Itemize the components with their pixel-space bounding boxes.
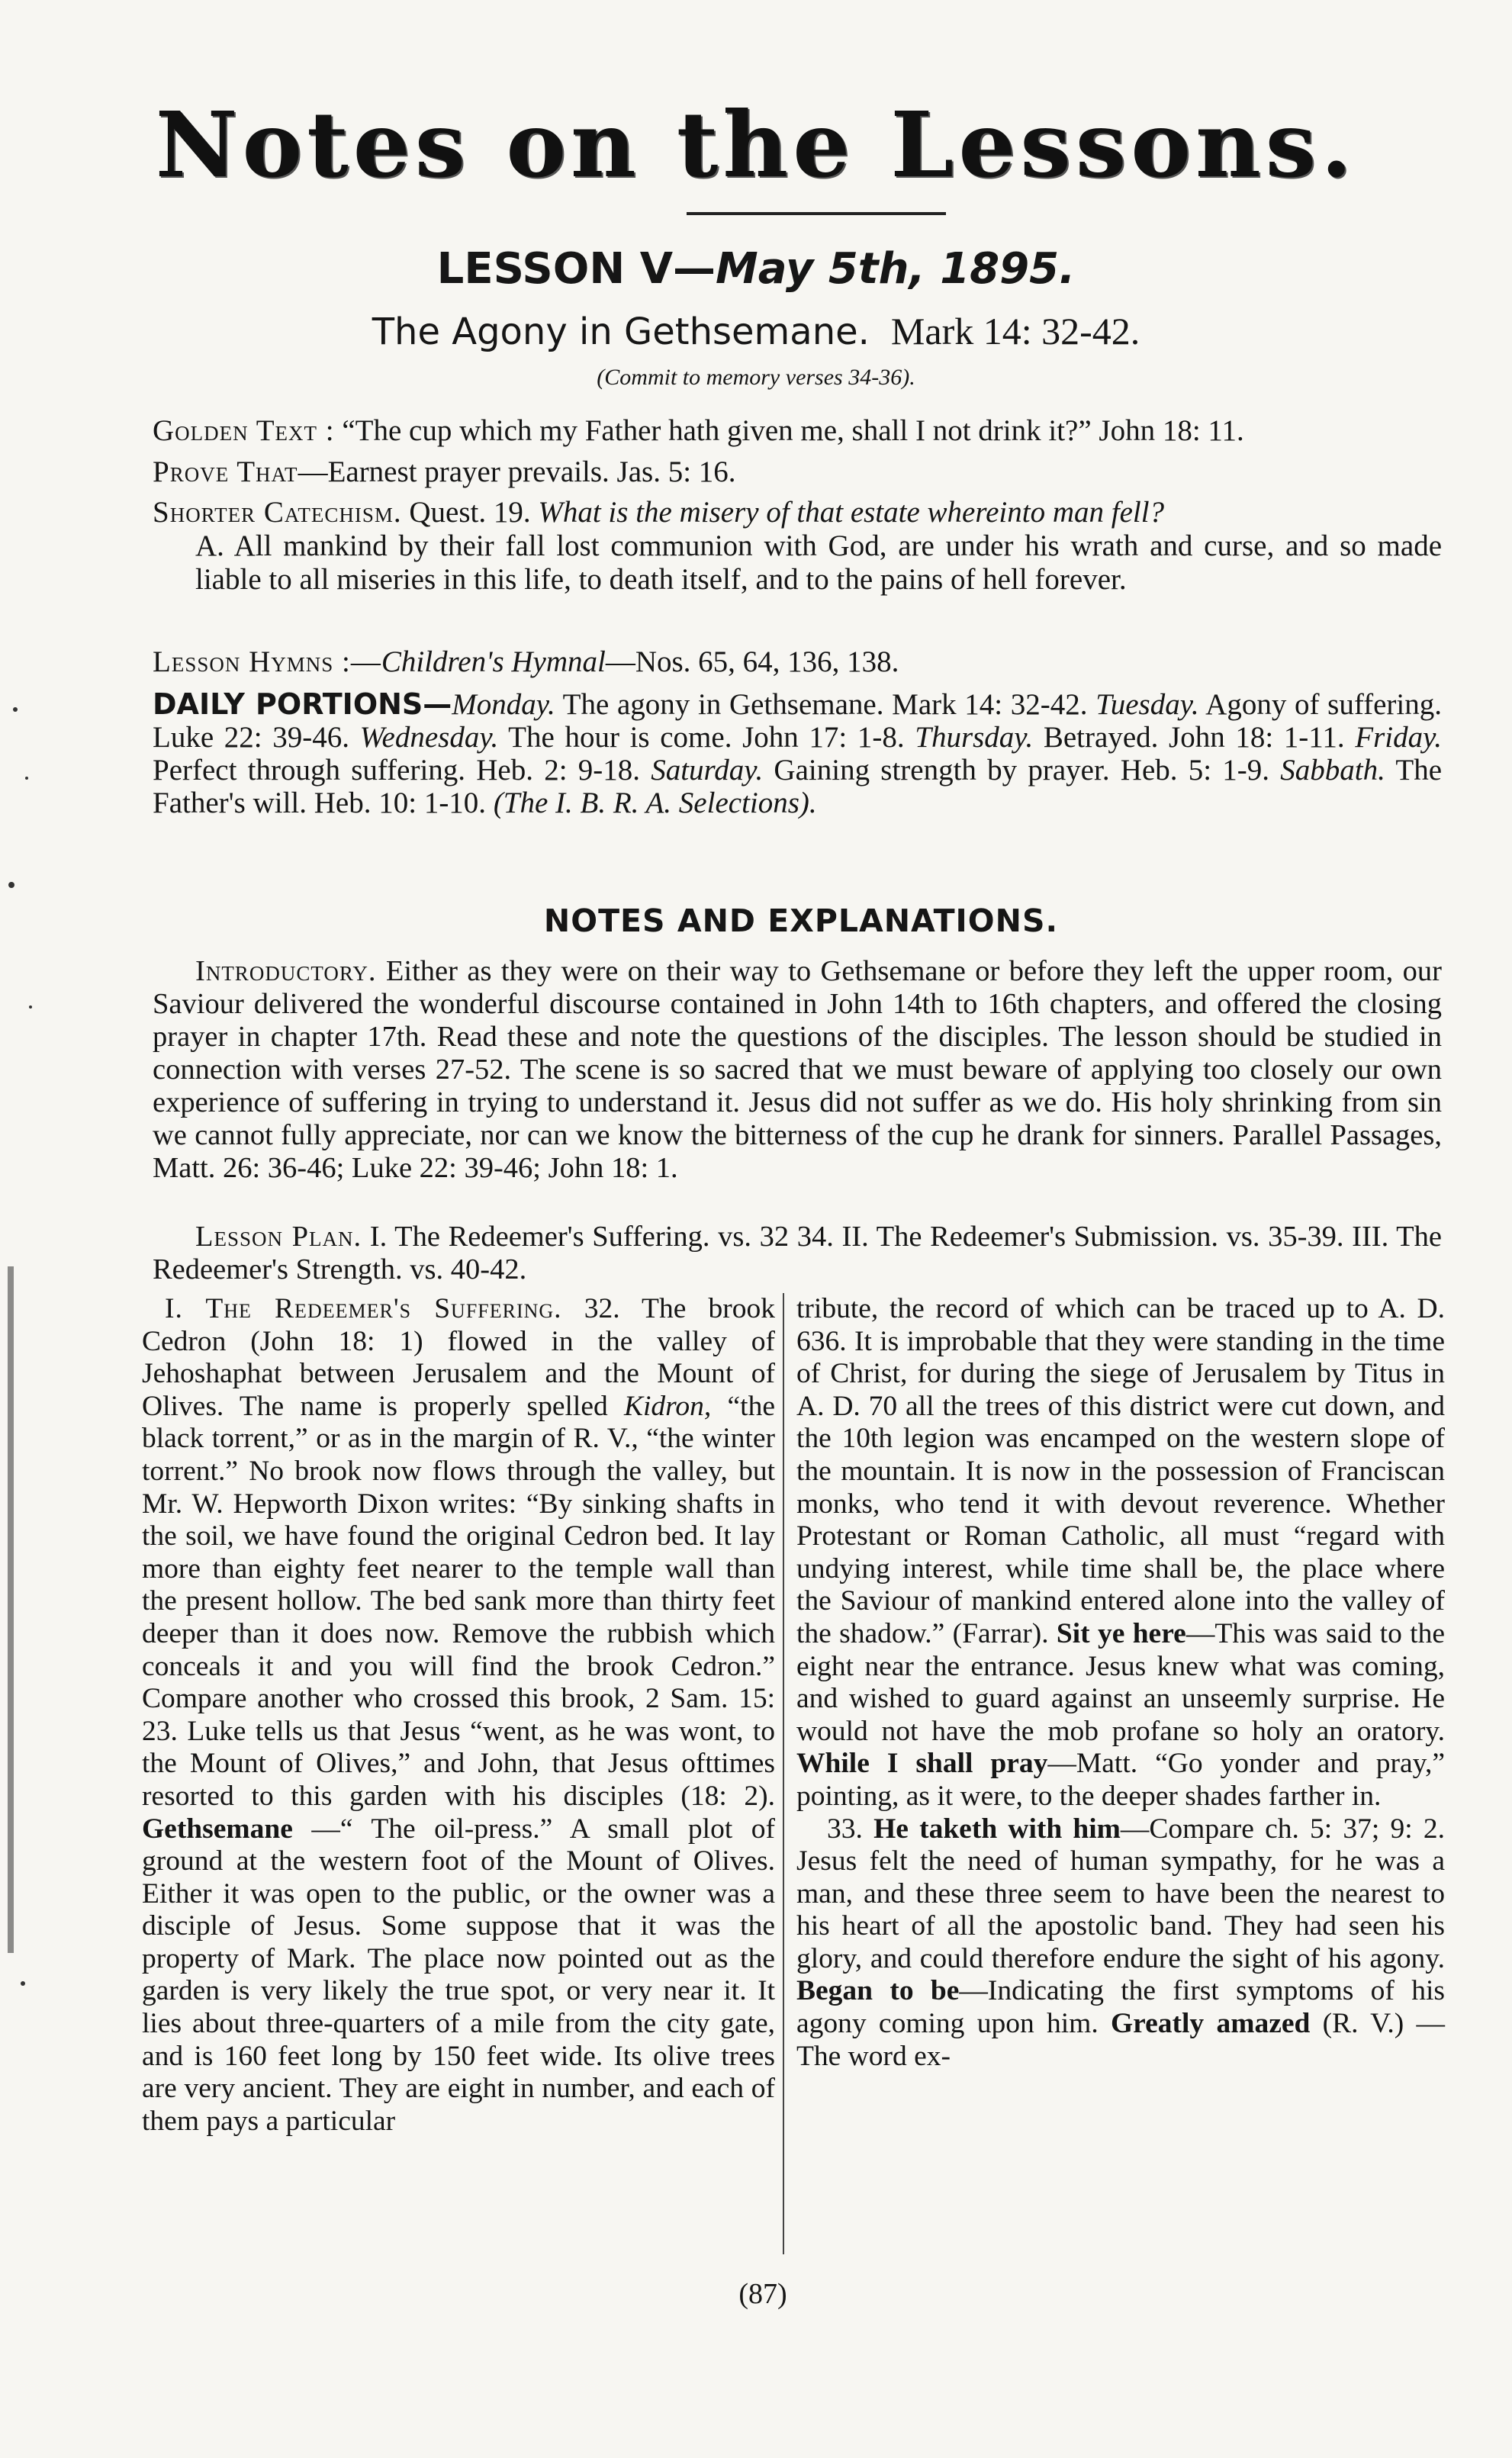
section-heading: I. The Redeemer's Suffering. [165,1293,562,1324]
hymns-book: Children's Hymnal [381,645,606,678]
title-rule [687,212,946,215]
daily-portion: The Father's will. Heb. 10: 1-10. [153,754,1443,819]
daily-day: Sabbath. [1280,754,1385,787]
catechism-label: Shorter Catechism. [153,496,402,529]
gethsemane-term: Gethsemane [142,1813,293,1845]
right-column-text: tribute, the record of which can be traced up to A. D. 636. It is improbable that they were standing in the time of Christ, for during the siege of Jerusalem by Titus in A. D. 70 all the trees of this district were cut down, and the 10th legion was encamped on the western slope of the mountain. It is now in the possession of Franciscan monks, who tend it with devout reverence. Whether Protestant or Roman Catholic, all must “regard with undying interest, while time shall be, the place where the Saviour of mankind entered alone into the valley of the shadow.” (Farrar). [796,1293,1445,1649]
prove-that-label: Prove That [153,455,298,488]
lesson-date: May 5th, 1895. [716,244,1076,294]
right-column [796,1293,1445,2073]
lesson-dash: — [673,244,716,294]
daily-portion: Agony of suffering. Luke 22: 39-46. [153,688,1442,754]
daily-day: Wednesday. [359,721,499,754]
lesson-plan [153,1221,1442,1286]
lesson-scripture-ref: Mark 14: 32-42. [890,310,1140,352]
introductory-text: Either as they were on their way to Gethsemane or before they left the upper room, our Saviour delivered the wonderful discourse contained in John 14th to 16th chapters, and offered the closing prayer in chapter 17th. Read these and note the questions of the disciples. The lesson should be studied in connection with verses 27-52. The scene is so sacred that we must beware of applying too closely our own experience of suffering in trying to understand it. Jesus did not suffer as we do. His holy shrinking from sin we cannot fully appreciate, nor can we know the bitterness of the cup he drank for sinners. Parallel Passages, Matt. 26: 36-46; Luke 22: 39-46; John 18: 1. [153,955,1442,1184]
daily-portion: Betrayed. John 18: 1-11. [1033,721,1356,754]
right-column-text-3: —Matt. “Go yonder and pray,” pointing, as it were, to the deeper shades farther in. [796,1748,1446,1812]
lesson-title [0,309,1512,353]
daily-portion: The hour is come. John 17: 1-8. [498,721,915,754]
catechism [153,496,1442,529]
daily-source: (The I. B. R. A. Selections). [493,787,817,819]
kidron-term: Kidron, [624,1390,712,1422]
left-column-text-2: “the black torrent,” or as in the margin of R. V., “the winter torrent.” No brook now flows through the valley, but Mr. W. Hepworth Dixon writes: “By sinking shafts in the soil, we have found the original Cedron bed. It lay more than eighty feet nearer to the temple wall than the present hollow. The bed sank more than thirty feet deeper than it does now. Remove the rubbish which conceals it and you will find the brook Cedron.” Compare another who crossed this brook, 2 Sam. 15: 23. Luke tells us that Jesus “went, as he was wont, to the Mount of Olives,” and John, that Jesus ofttimes resorted to this garden with his disciples (18: 2). [142,1390,775,1812]
page-number: (87) [738,2278,787,2310]
memory-verses: (Commit to memory verses 34-36). [597,365,915,390]
daily-day: Friday. [1355,721,1442,754]
introductory-label: Introductory. [195,955,377,987]
prove-that-body: —Earnest prayer prevails. Jas. 5: 16. [298,455,736,488]
daily-portion: Gaining strength by prayer. Heb. 5: 1-9. [763,754,1281,787]
left-column-text: 32. The brook Cedron (John 18: 1) flowed in the valley of Jehoshaphat between Jerusalem and the Mount of Olives. The name is properly spelled [142,1293,775,1422]
lesson-title-text: The Agony in Gethsemane. [372,310,870,353]
golden-text-label: Golden Text : [153,414,335,447]
notes-heading: NOTES AND EXPLANATIONS. [543,902,1059,939]
catechism-question: What is the misery of that estate whereinto man fell? [538,496,1165,529]
lesson-number: LESSON V [436,244,674,294]
hymns-numbers: —Nos. 65, 64, 136, 138. [605,645,899,678]
daily-day: Monday. [452,688,555,721]
prove-that [153,455,1442,489]
began-to-be-term: Began to be [796,1975,960,2007]
lesson-heading [0,244,1512,294]
right-column-text-5: —Indicating the first symptoms of his agony coming upon him. [796,1975,1445,2040]
golden-text [153,414,1442,448]
daily-portion: Perfect through suffering. Heb. 2: 9-18. [153,754,651,787]
daily-day: Thursday. [915,721,1034,754]
column-divider [783,1293,784,2254]
while-i-pray-term: While I shall pray [796,1748,1048,1780]
right-column-text-2: —This was said to the eight near the entrance. Jesus knew what was coming, and wished to guard against an unseemly surprise. He would not have the mob profane so holy an oratory. [796,1617,1445,1747]
left-column-text-3: —“ The oil-press.” A small plot of ground at the western foot of the Mount of Olives. Either it was open to the public, or the owner was a disciple of Jesus. Some suppose that it was the property of Mark. The place now pointed out as the garden is very likely the true spot, or very near it. It lies about three-quarters of a mile from the city gate, and is 160 feet long by 150 feet wide. Its olive trees are very ancient. They are eight in number, and each of them pays a particular [142,1813,775,2137]
daily-day: Saturday. [651,754,764,787]
margin-scan-noise [0,687,53,2136]
right-column-text-6: (R. V.) — The word ex- [796,2008,1446,2072]
lesson-plan-label: Lesson Plan. [195,1221,362,1253]
catechism-answer-text: All mankind by their fall lost communion with God, are under his wrath and curse, and so made liable to all miseries in this life, to death itself, and to the pains of hell forever. [195,529,1442,596]
hymns-label: Lesson Hymns :— [153,645,381,678]
right-column-text-4: —Compare ch. 5: 37; 9: 2. Jesus felt the need of human sympathy, for he was a man, and these three seem to have been the nearest to his heart of all the apostolic band. They had seen his glory, and could therefore endure the sight of his agony. [796,1813,1446,1974]
catechism-quest: Quest. 19. [409,496,531,529]
catechism-answer-label: A. [195,529,224,562]
golden-text-body: “The cup which my Father hath given me, shall I not drink it?” John 18: 11. [342,414,1244,447]
lesson-hymns [153,645,1442,679]
he-taketh-term: He taketh with him [873,1813,1121,1845]
daily-label: DAILY PORTIONS— [153,687,452,721]
introductory-paragraph [153,955,1442,1185]
sit-ye-here-term: Sit ye here [1056,1617,1186,1649]
daily-portions [153,688,1442,819]
left-column [142,1293,775,2138]
masthead-title: Notes on the Lessons. [155,92,1357,198]
catechism-answer [195,529,1442,597]
daily-portion: The agony in Gethsemane. Mark 14: 32-42. [555,688,1096,721]
daily-day: Tuesday. [1095,688,1199,721]
lesson-plan-text: I. The Redeemer's Suffering. vs. 32 34. II. The Redeemer's Submission. vs. 35-39. III. The Redeemer's Strength. vs. 40-42. [153,1221,1442,1285]
verse-33: 33. [827,1813,874,1845]
greatly-amazed-term: Greatly amazed [1110,2008,1311,2040]
